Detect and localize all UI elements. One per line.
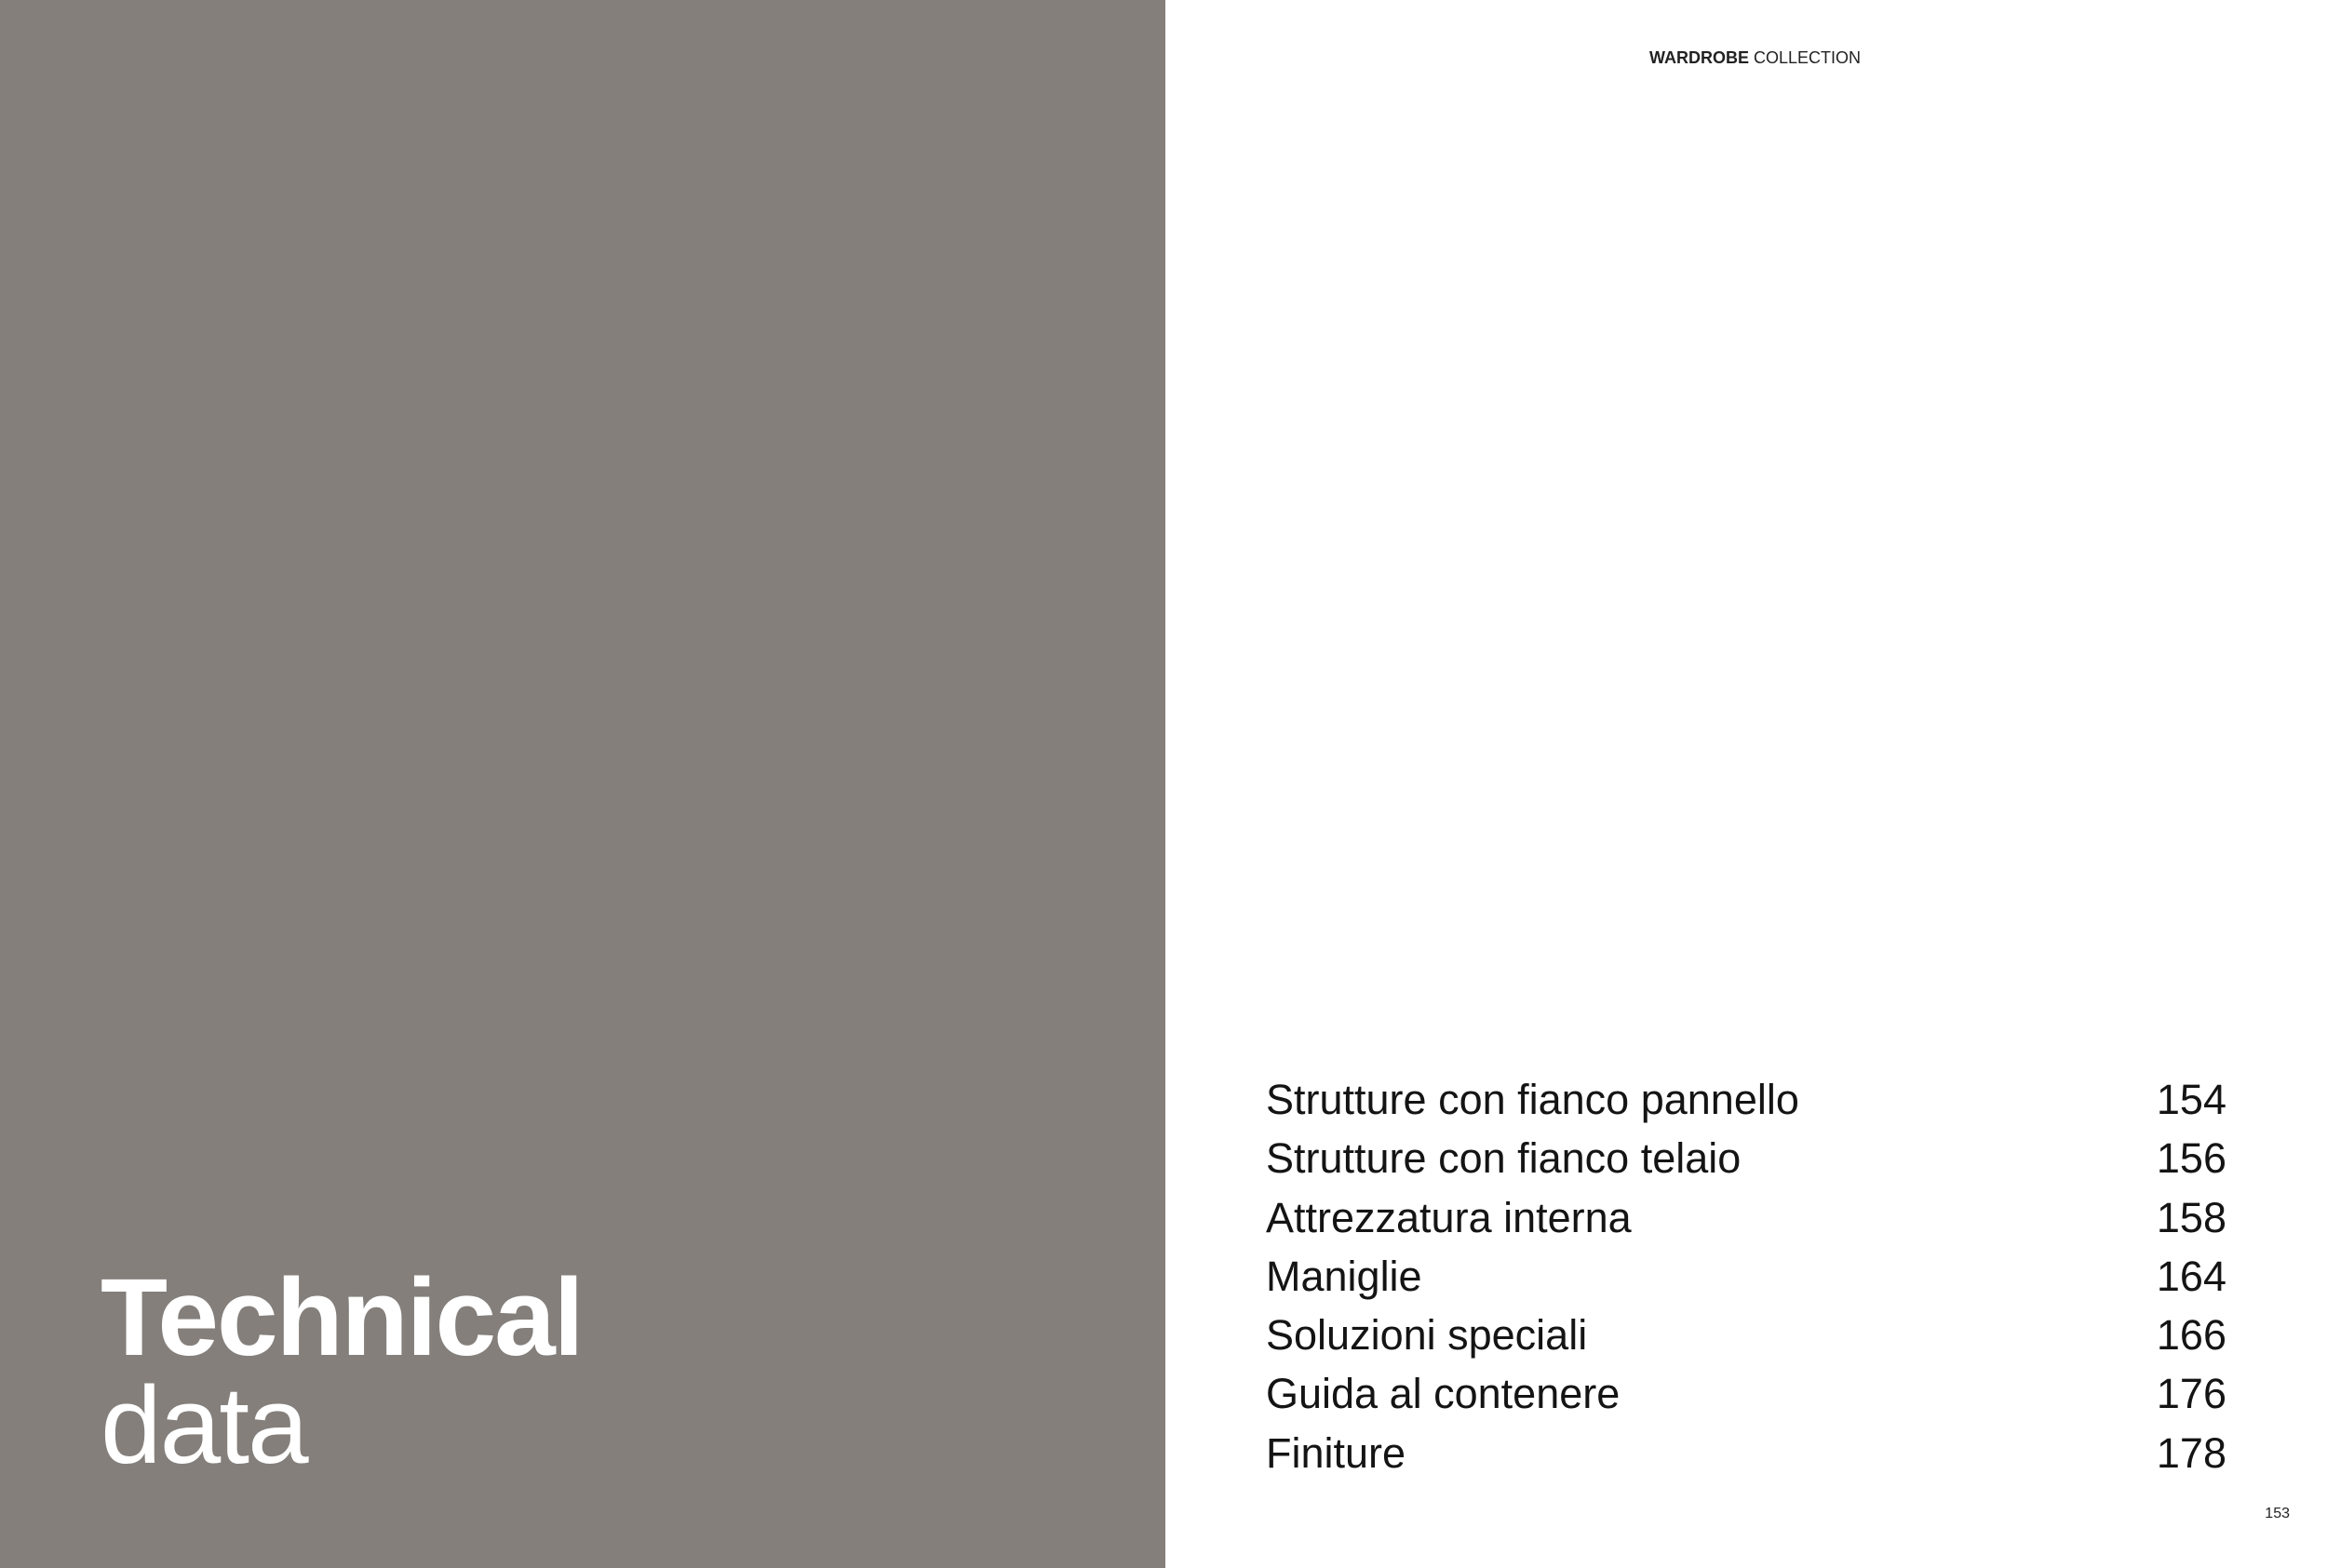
- collection-label: COLLECTION: [1754, 48, 1862, 67]
- toc-item[interactable]: [1266, 1424, 2226, 1482]
- page-number: 153: [2265, 1506, 2290, 1521]
- toc-item-page: 156: [2156, 1134, 2226, 1183]
- toc-item[interactable]: [1266, 1306, 2226, 1364]
- toc-item[interactable]: [1266, 1070, 2226, 1129]
- running-header: [1649, 48, 1861, 68]
- toc-item[interactable]: [1266, 1188, 2226, 1247]
- toc-item-page: 166: [2156, 1311, 2226, 1360]
- toc-item-page: 178: [2156, 1428, 2226, 1477]
- toc-item[interactable]: [1266, 1364, 2226, 1423]
- toc-item-label: Strutture con fianco telaio: [1266, 1134, 1742, 1183]
- toc-item-page: 176: [2156, 1370, 2226, 1418]
- section-title: [101, 1256, 583, 1487]
- table-of-contents: [1266, 1070, 2226, 1482]
- toc-item-label: Attrezzatura interna: [1266, 1193, 1632, 1241]
- title-sub: data: [101, 1364, 307, 1487]
- toc-item-label: Guida al contenere: [1266, 1370, 1621, 1418]
- toc-item[interactable]: [1266, 1129, 2226, 1187]
- toc-item-label: Maniglie: [1266, 1252, 1422, 1300]
- toc-item-label: Strutture con fianco pannello: [1266, 1076, 1799, 1123]
- toc-item-label: Soluzioni speciali: [1266, 1311, 1588, 1360]
- toc-item-page: 164: [2156, 1252, 2226, 1300]
- collection-name: WARDROBE: [1649, 48, 1749, 67]
- toc-item-page: 154: [2156, 1076, 2226, 1123]
- toc-item-label: Finiture: [1266, 1428, 1406, 1477]
- toc-item[interactable]: [1266, 1247, 2226, 1306]
- toc-item-page: 158: [2156, 1193, 2226, 1241]
- title-main: Technical: [101, 1256, 583, 1379]
